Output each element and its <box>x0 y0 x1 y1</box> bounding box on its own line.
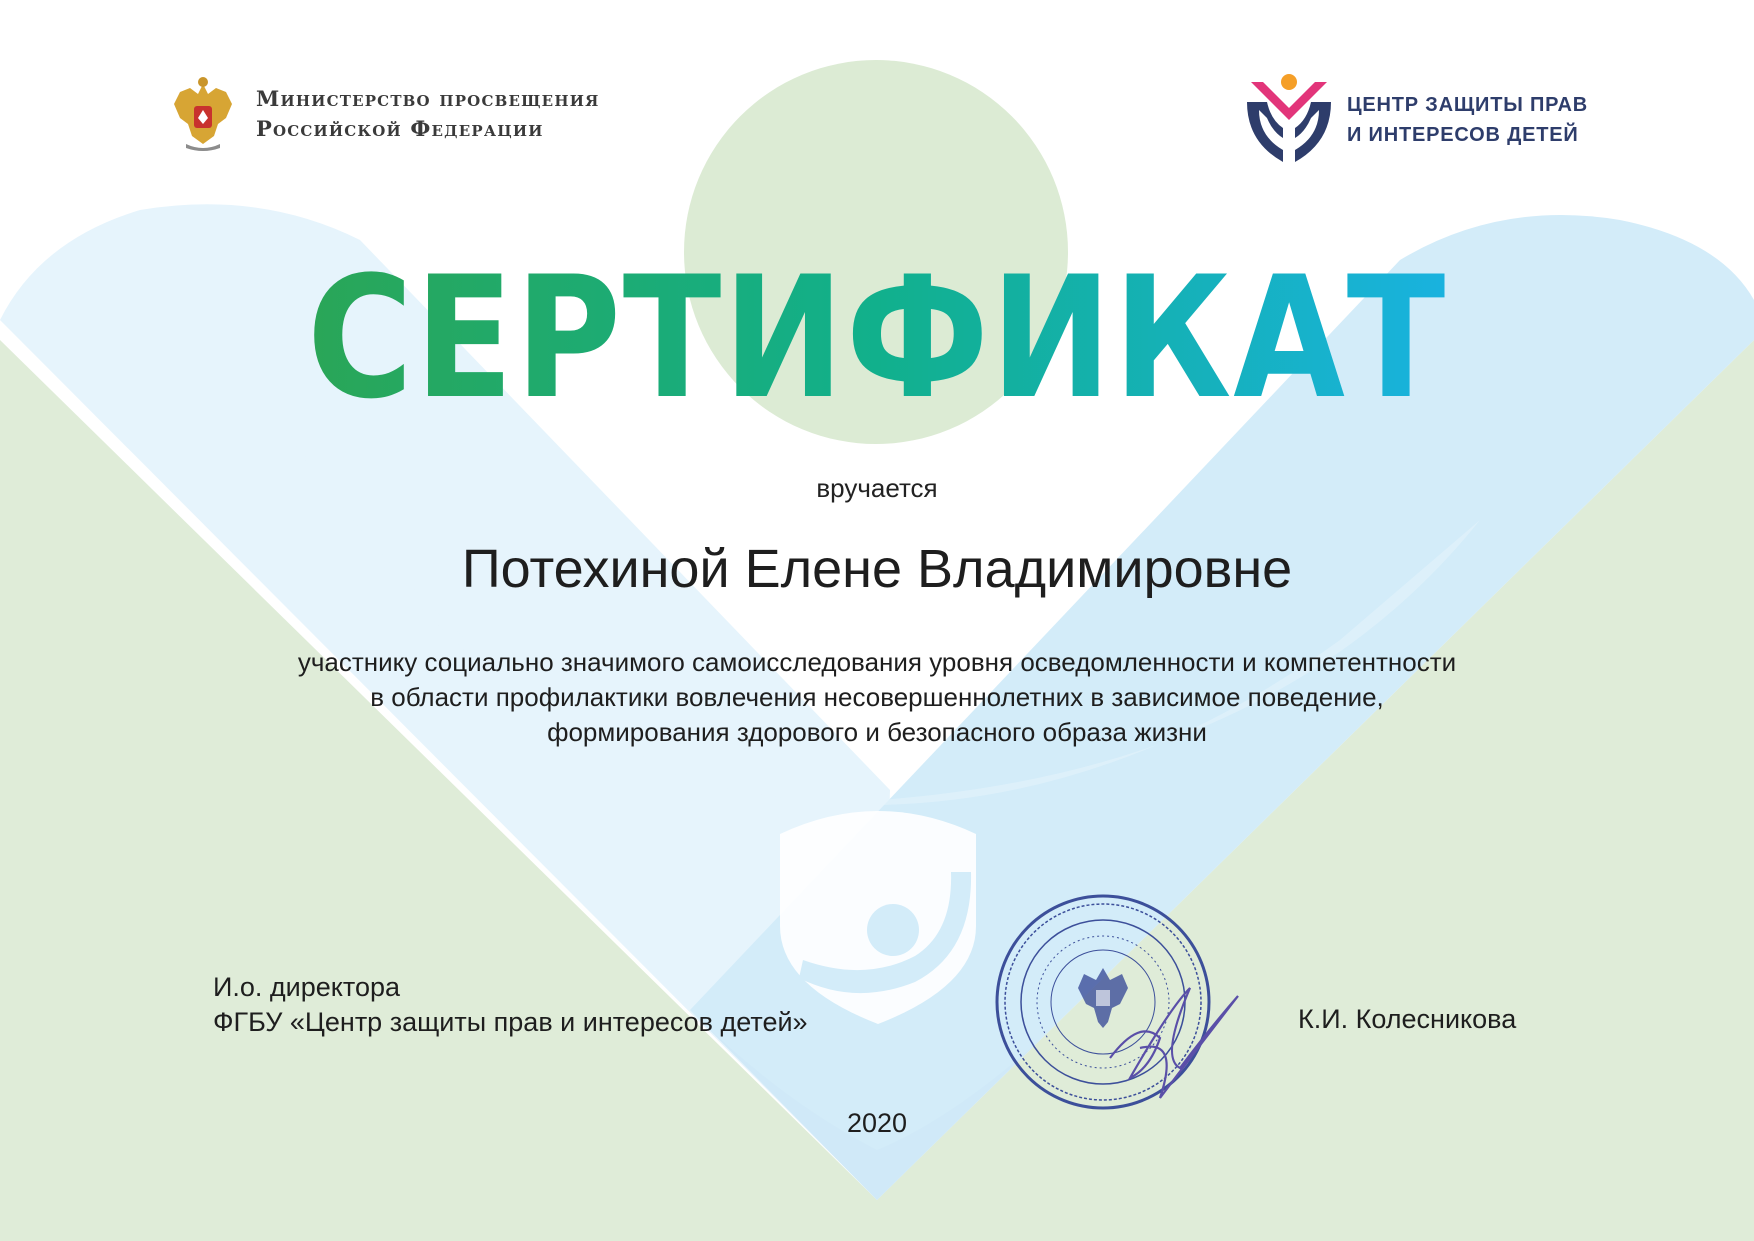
official-round-seal-icon <box>990 888 1250 1128</box>
subtitle: вручается <box>816 473 938 503</box>
ministry-header <box>168 74 600 154</box>
center-name-line1: ЦЕНТР ЗАЩИТЫ ПРАВ <box>1347 94 1589 116</box>
center-name-line2: И ИНТЕРЕСОВ ДЕТЕЙ <box>1347 124 1579 146</box>
certificate-title <box>0 236 1754 426</box>
description-line: формирования здорового и безопасного образа жизни <box>547 717 1207 747</box>
description-line: участнику социально значимого самоисследования уровня осведомленности и компетентности <box>297 647 1457 677</box>
ministry-name-line1: Министерство просвещения <box>256 86 600 111</box>
russian-coat-of-arms-icon <box>168 74 238 154</box>
center-header <box>1243 72 1588 168</box>
certificate-year: 2020 <box>846 1108 908 1138</box>
signer-name: К.И. Колесникова <box>1298 1004 1517 1034</box>
recipient-name: Потехиной Елене Владимировне <box>461 539 1293 599</box>
director-block <box>213 970 808 1040</box>
description-line: в области профилактики вовлечения несовершеннолетних в зависимое поведение, <box>370 682 1384 712</box>
ministry-name-line2: Российской Федерации <box>256 116 544 141</box>
title-text: СЕРТИФИКАТ <box>307 240 1447 426</box>
hands-with-child-icon <box>1243 72 1335 168</box>
certificate-description <box>120 645 1634 750</box>
director-organization: ФГБУ «Центр защиты прав и интересов детей» <box>213 1007 808 1037</box>
director-title: И.о. директора <box>213 972 401 1002</box>
